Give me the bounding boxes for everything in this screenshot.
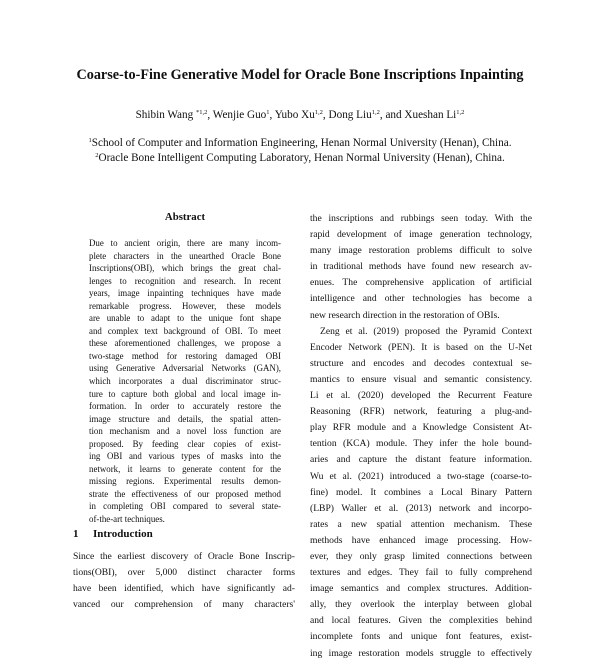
text-line: remarkable progress. However, these models bbox=[89, 300, 281, 311]
text-line: Due to ancient origin, there are many incom- bbox=[89, 238, 281, 248]
text-line: plete characters in the unearthed Oracle Bone bbox=[89, 250, 281, 261]
author-name: Dong Liu bbox=[328, 109, 372, 121]
abstract-body bbox=[89, 237, 281, 526]
text-line: enues. The comprehensive application of artificial bbox=[310, 277, 532, 289]
affiliation-1 bbox=[0, 136, 600, 150]
section-number: 1 bbox=[73, 528, 79, 540]
affiliation-text: School of Computer and Information Engineering, Henan Normal University (Henan), China. bbox=[91, 137, 512, 149]
text-line: in traditional methods have found new research av- bbox=[310, 261, 532, 273]
affiliation-text: Oracle Bone Intelligent Computing Laboratory, Henan Normal University (Henan), China. bbox=[98, 152, 505, 164]
text-line: tion mechanism and a novel loss function are bbox=[89, 426, 281, 437]
text-line: lenges to recognition and research. In recent bbox=[89, 275, 281, 286]
text-line: ing OBI and various types of masks into the bbox=[89, 451, 281, 462]
text-line: textures and edges. They fail to fully comprehend bbox=[310, 567, 532, 579]
text-line: play RFR module and a Knowledge Consistent At- bbox=[310, 422, 532, 434]
affiliation-mark: 1 bbox=[88, 137, 92, 144]
author bbox=[275, 109, 329, 121]
author-affiliation-mark: *1,2 bbox=[196, 109, 208, 116]
text-line: Li et al. (2020) developed the Recurrent Feature bbox=[310, 390, 532, 402]
text-line: Reasoning (RFR) network, featuring a plug-and- bbox=[310, 406, 532, 418]
author-affiliation-mark: 1,2 bbox=[371, 109, 380, 116]
text-line: tions(OBI), over 5,000 distinct character forms bbox=[73, 567, 295, 579]
paper-title: Coarse-to-Fine Generative Model for Oracle Bone Inscriptions Inpainting bbox=[76, 67, 524, 83]
author bbox=[136, 109, 213, 121]
author-name: Wenjie Guo bbox=[212, 109, 267, 121]
author-name: Xueshan Li bbox=[404, 109, 457, 121]
abstract-heading: Abstract bbox=[164, 211, 206, 223]
text-line: many image restoration problems difficult to solve bbox=[310, 245, 532, 257]
text-line: rapid development of image generation technology, bbox=[310, 229, 532, 241]
text-line: mantics to ensure visual and semantic consistency. bbox=[310, 373, 532, 385]
author-separator: , bbox=[207, 109, 213, 121]
text-line: Inscriptions(OBI), which brings the great chal- bbox=[89, 263, 281, 274]
author-name: Yubo Xu bbox=[274, 109, 315, 121]
text-line: years, image inpainting techniques have made bbox=[89, 288, 281, 299]
text-line: missing regions. Experimental results demon- bbox=[89, 476, 281, 487]
text-line: ever, they only grasp limited connections between bbox=[310, 550, 532, 562]
text-line: vanced our comprehension of many characters' bbox=[73, 599, 295, 611]
text-line: and complex text background of OBI. To meet bbox=[89, 325, 281, 336]
author-affiliation-mark: 1,2 bbox=[314, 109, 323, 116]
section-heading-introduction bbox=[73, 528, 293, 541]
text-line: and local features. Given the complexities behind bbox=[310, 615, 532, 627]
author-affiliation-mark: 1 bbox=[266, 109, 270, 116]
text-line: ally, they overlook the interplay between global bbox=[310, 599, 532, 611]
author bbox=[213, 109, 275, 121]
text-line: new research direction in the restoration of OBIs. bbox=[310, 309, 500, 321]
introduction-body bbox=[73, 549, 295, 613]
text-line: tention (KCA) module. They infer the hole bound- bbox=[310, 438, 532, 450]
text-line: the inscriptions and rubbings seen today. With the bbox=[310, 213, 532, 224]
author-list bbox=[0, 108, 600, 122]
text-line: methods have enhanced image processing. How- bbox=[310, 534, 532, 546]
text-line: ture to capture both global and local image in- bbox=[89, 388, 281, 399]
text-line: Since the earliest discovery of Oracle Bone Inscrip- bbox=[73, 551, 295, 562]
author-affiliation-mark: 1,2 bbox=[456, 109, 465, 116]
text-line: using Generative Adversarial Networks (GAN), bbox=[89, 363, 281, 374]
text-line: Wu et al. (2021) introduced a two-stage (coarse-to- bbox=[310, 470, 532, 482]
text-line: (LBP) Waller et al. (2013) network and incorpo- bbox=[310, 502, 532, 514]
author-separator: , bbox=[269, 109, 275, 121]
text-line: Encoder Network (PEN). It is based on the U-Net bbox=[310, 341, 532, 353]
affiliation-mark: 2 bbox=[95, 152, 99, 159]
paragraph bbox=[310, 211, 532, 324]
author-name: Shibin Wang bbox=[135, 109, 197, 121]
text-line: strate the effectiveness of our proposed method bbox=[89, 488, 281, 499]
text-line: image structure and details, the spatial atten- bbox=[89, 413, 281, 424]
text-line: of-the-art techniques. bbox=[89, 514, 165, 525]
author-separator: , bbox=[322, 109, 329, 121]
text-line: two-stage method for restoring damaged OBI bbox=[89, 350, 281, 361]
text-line: network, it learns to generate content for the bbox=[89, 463, 281, 474]
right-column bbox=[310, 211, 532, 662]
text-line: structure and encodes and decodes contextual se- bbox=[310, 357, 532, 369]
text-line: are unable to adapt to the unique font shape bbox=[89, 313, 281, 324]
text-line: in completing OBI compared to several state- bbox=[89, 501, 281, 512]
text-line: intelligence and other technologies has become a bbox=[310, 293, 532, 305]
affiliation-2 bbox=[0, 151, 600, 165]
author bbox=[404, 109, 464, 121]
author bbox=[329, 109, 405, 121]
text-line: ing image restoration models struggle to effectively bbox=[310, 647, 532, 659]
text-line: formation. In order to accurately restore the bbox=[89, 401, 281, 412]
text-line: have been identified, which have significantly ad- bbox=[73, 583, 295, 595]
text-line: aries and capture the distant feature information. bbox=[310, 454, 532, 466]
text-line: which incorporates a dual discriminator struc- bbox=[89, 376, 281, 387]
text-line: rates a new spatial attention mechanism. These bbox=[310, 518, 532, 530]
text-line: image semantics and complex structures. Addition- bbox=[310, 583, 532, 595]
text-line: proposed. By feeding clear copies of exist- bbox=[89, 438, 281, 449]
author-separator: , and bbox=[379, 109, 405, 121]
paragraph bbox=[310, 324, 532, 662]
text-line: Zeng et al. (2019) proposed the Pyramid Context bbox=[320, 325, 532, 337]
section-title: Introduction bbox=[93, 528, 153, 540]
text-line: these aforementioned challenges, we propose a bbox=[89, 338, 281, 349]
text-line: fine) model. It combines a Local Binary Pattern bbox=[310, 486, 532, 498]
text-line: incomplete fonts and unique font features, exist- bbox=[310, 631, 532, 643]
